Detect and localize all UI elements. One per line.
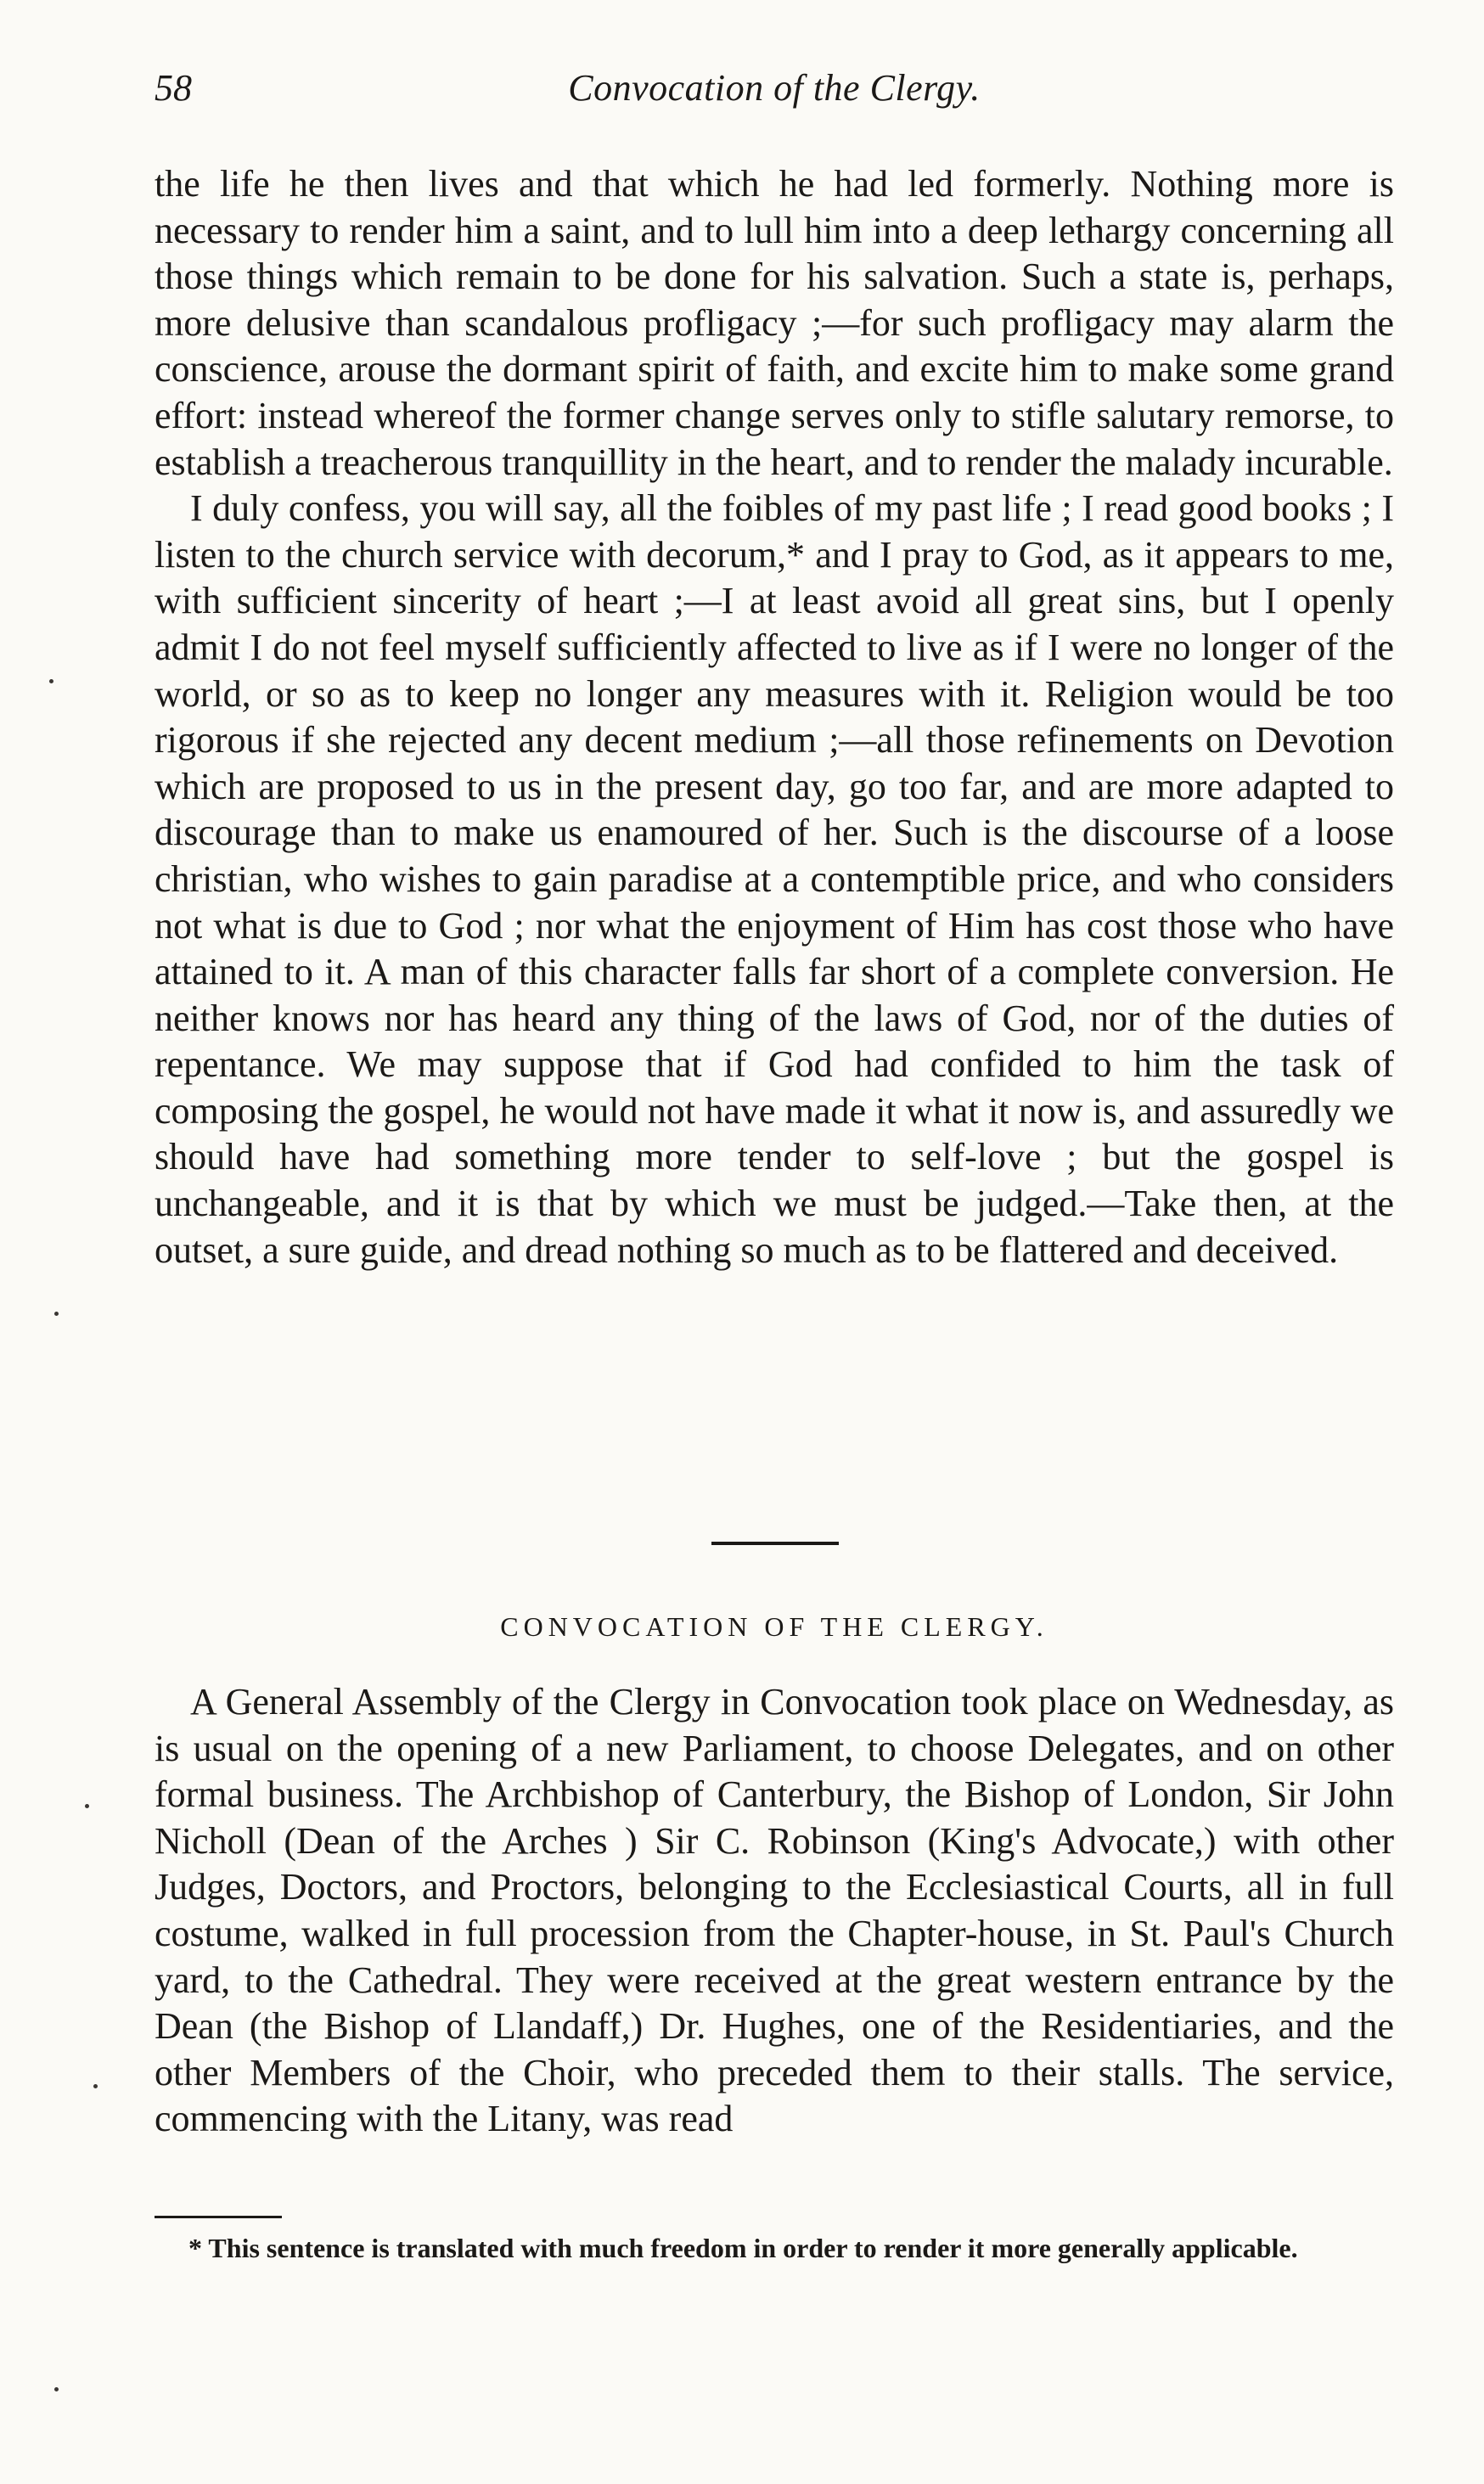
paragraph: A General Assembly of the Clergy in Convocation took place on Wednesday, as is usual on the opening of a new Parliament, to choose Delegates, and on other formal business. The Archbishop of Canterbury, the Bishop of London, Sir John Nicholl (Dean of the Arches ) Sir C. Robinson (King's Advocate,) with other Judges, Doctors, and Proctors, belonging to the Ecclesiastical Courts, all in full costume, walked in full procession from the Chapter-house, in St. Paul's Church yard, to the Cathedral. They were received at the great western entrance by the Dean (the Bishop of Llandaff,) Dr. Hughes, one of the Residentiaries, and the other Members of the Choir, who preceded them to their stalls. The service, commencing with the Litany, was read xyxy=(155,1681,1394,2140)
footnote-text: This sentence is translated with much freedom in order to render it more generally applicable. xyxy=(208,2233,1298,2263)
footnote xyxy=(155,2231,1394,2265)
section-heading: CONVOCATION OF THE CLERGY. xyxy=(500,1611,1048,1642)
paragraph: I duly confess, you will say, all the foibles of my past life ; I read good books ; I listen to the church service with decorum,* and I pray to God, as it appears to me, with sufficient sincerity of heart ;—I at least avoid all great sins, but I openly admit I do not feel myself sufficiently affected to live as if I were no longer of the world, or so as to keep no longer any measures with it. Religion would be too rigorous if she rejected any decent medium ;—all those refinements on Devotion which are proposed to us in the present day, go too far, and are more adapted to discourage than to make us enamoured of her. Such is the discourse of a loose christian, who wishes to gain paradise at a contemptible price, and who considers not what is due to God ; nor what the enjoyment of Him has cost those who have attained to it. A man of this character falls far short of a complete conversion. He neither knows nor has heard any thing of the laws of God, nor of the duties of repentance. We may suppose that if God had confided to him the task of composing the gospel, he would not have made it what it now is, and assuredly we should have had something more tender to self-love ; but the gospel is unchangeable, and it is that by which we must be judged.—Take then, at the outset, a sure guide, and dread nothing so much as to be flattered and deceived. xyxy=(155,487,1394,1271)
article-convocation xyxy=(155,1679,1394,2143)
page-number: 58 xyxy=(155,67,192,109)
article-continuation xyxy=(155,161,1394,1273)
print-speck xyxy=(54,2387,59,2391)
print-speck xyxy=(85,1804,89,1808)
paragraph: the life he then lives and that which he had led formerly. Nothing more is necessary to render him a saint, and to lull him into a deep lethargy concerning all those things which remain to be done for his salvation. Such a state is, perhaps, more delusive than scandalous profligacy ;—for such profligacy may alarm the conscience, arouse the dormant spirit of faith, and excite him to make some grand effort: instead whereof the former change serves only to stifle salutary remorse, to establish a treacherous tranquillity in the heart, and to render the malady incurable. xyxy=(155,163,1394,483)
print-speck xyxy=(54,1312,59,1316)
print-speck xyxy=(49,679,53,683)
footnote-marker: * xyxy=(188,2233,202,2263)
running-head xyxy=(155,66,1394,126)
footnote-divider xyxy=(155,2216,282,2218)
print-speck xyxy=(93,2084,98,2088)
section-divider xyxy=(711,1542,839,1545)
running-title: Convocation of the Clergy. xyxy=(568,67,981,109)
